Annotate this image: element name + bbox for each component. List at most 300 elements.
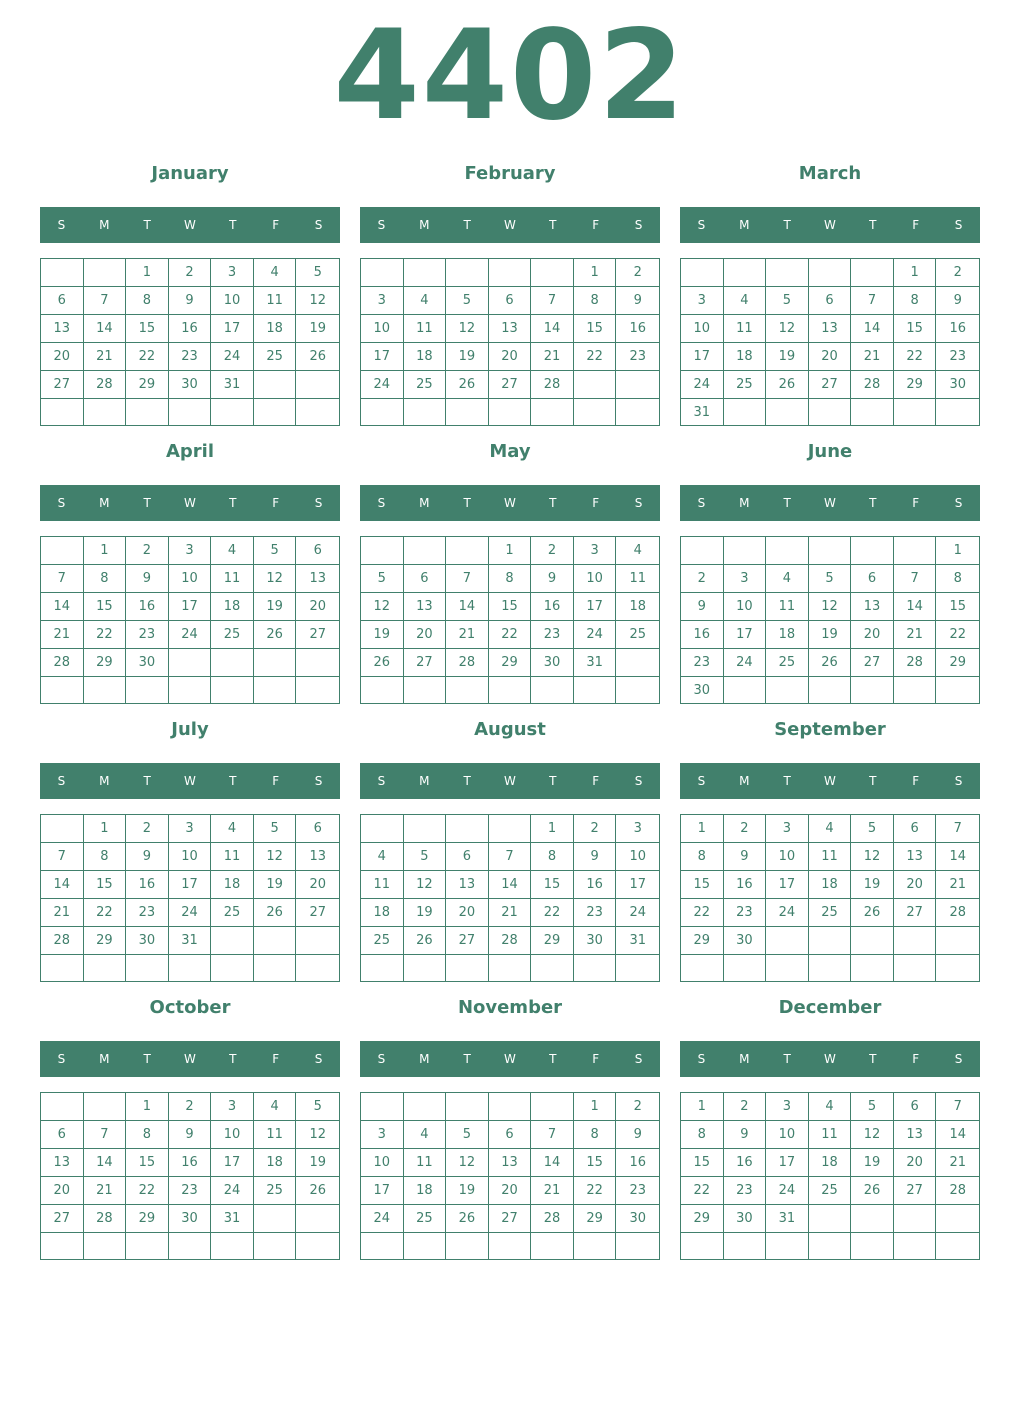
empty-cell [809, 1205, 852, 1233]
day-cell: 2 [169, 259, 212, 287]
empty-cell [531, 399, 574, 425]
day-cell: 17 [211, 1149, 254, 1177]
empty-cell [254, 1205, 297, 1233]
day-cell: 29 [936, 649, 979, 677]
weekday-label: S [954, 218, 963, 232]
empty-cell [84, 955, 127, 981]
day-cell: 1 [126, 1093, 169, 1121]
day-cell: 13 [446, 871, 489, 899]
weekday-label: W [504, 774, 516, 788]
day-cell: 23 [126, 899, 169, 927]
weekday-label: F [272, 774, 280, 788]
day-cell: 22 [681, 1177, 724, 1205]
day-cell: 5 [446, 1121, 489, 1149]
day-cell: 20 [446, 899, 489, 927]
day-cell: 19 [766, 343, 809, 371]
day-cell: 6 [489, 287, 532, 315]
day-cell: 21 [531, 1177, 574, 1205]
empty-cell [616, 371, 659, 399]
empty-cell [254, 1233, 297, 1259]
day-cell: 4 [254, 259, 297, 287]
day-cell: 18 [404, 343, 447, 371]
day-cell: 21 [489, 899, 532, 927]
weekday-header [680, 485, 980, 521]
weekday-label: S [314, 496, 323, 510]
empty-cell [169, 649, 212, 677]
weekday-label: T [229, 774, 237, 788]
weekday-label: M [99, 774, 110, 788]
day-cell: 23 [126, 621, 169, 649]
day-cell: 14 [851, 315, 894, 343]
day-cell: 27 [851, 649, 894, 677]
empty-cell [809, 259, 852, 287]
empty-cell [681, 537, 724, 565]
year-title: 4402 [333, 4, 687, 148]
day-cell: 10 [211, 287, 254, 315]
day-cell: 26 [446, 1205, 489, 1233]
empty-cell [616, 649, 659, 677]
day-cell: 15 [126, 1149, 169, 1177]
day-cell: 20 [41, 1177, 84, 1205]
day-cell: 18 [724, 343, 767, 371]
empty-cell [361, 1093, 404, 1121]
day-cell: 5 [766, 287, 809, 315]
day-cell: 30 [616, 1205, 659, 1233]
day-cell: 19 [254, 593, 297, 621]
weekday-label: T [229, 1052, 237, 1066]
weekday-label: M [99, 1052, 110, 1066]
month-name: June [807, 441, 853, 462]
empty-cell [211, 955, 254, 981]
day-cell: 9 [126, 843, 169, 871]
day-cell: 15 [681, 1149, 724, 1177]
weekday-label: F [912, 496, 920, 510]
day-cell: 21 [446, 621, 489, 649]
empty-cell [724, 537, 767, 565]
day-cell: 11 [809, 1121, 852, 1149]
empty-cell [361, 955, 404, 981]
day-cell: 29 [84, 649, 127, 677]
day-cell: 23 [169, 343, 212, 371]
day-cell: 3 [169, 537, 212, 565]
weekday-label: T [143, 774, 151, 788]
day-cell: 23 [681, 649, 724, 677]
empty-cell [681, 1233, 724, 1259]
day-cell: 31 [616, 927, 659, 955]
day-cell: 27 [296, 899, 339, 927]
day-cell: 20 [404, 621, 447, 649]
day-cell: 17 [169, 871, 212, 899]
day-cell: 24 [681, 371, 724, 399]
day-cell: 7 [936, 1093, 979, 1121]
day-cell: 16 [169, 1149, 212, 1177]
day-cell: 13 [296, 565, 339, 593]
empty-cell [296, 399, 339, 425]
empty-cell [446, 537, 489, 565]
day-cell: 19 [296, 315, 339, 343]
empty-cell [724, 677, 767, 704]
day-cell: 19 [254, 871, 297, 899]
weekday-header [40, 1041, 340, 1077]
day-cell: 3 [681, 287, 724, 315]
day-cell: 28 [41, 927, 84, 955]
weekday-label: W [504, 496, 516, 510]
weekday-label: T [143, 218, 151, 232]
weekday-label: S [377, 218, 386, 232]
empty-cell [84, 1093, 127, 1121]
empty-cell [616, 677, 659, 703]
empty-cell [766, 259, 809, 287]
day-grid [360, 1092, 660, 1260]
weekday-label: S [377, 1052, 386, 1066]
day-cell: 24 [361, 1205, 404, 1233]
day-cell: 30 [531, 649, 574, 677]
day-cell: 17 [681, 343, 724, 371]
empty-cell [809, 927, 852, 955]
empty-cell [489, 1093, 532, 1121]
day-cell: 7 [84, 1121, 127, 1149]
day-cell: 10 [766, 843, 809, 871]
empty-cell [809, 1233, 852, 1259]
day-cell: 25 [211, 899, 254, 927]
day-cell: 6 [296, 815, 339, 843]
weekday-label: S [57, 1052, 66, 1066]
empty-cell [126, 677, 169, 703]
day-cell: 7 [531, 1121, 574, 1149]
day-cell: 1 [574, 259, 617, 287]
day-cell: 30 [126, 927, 169, 955]
day-cell: 31 [211, 1205, 254, 1233]
day-cell: 29 [84, 927, 127, 955]
day-cell: 12 [851, 843, 894, 871]
empty-cell [936, 677, 979, 704]
weekday-label: W [184, 774, 196, 788]
empty-cell [361, 399, 404, 425]
day-cell: 28 [531, 1205, 574, 1233]
day-cell: 25 [404, 371, 447, 399]
weekday-label: W [184, 496, 196, 510]
day-cell: 7 [41, 843, 84, 871]
day-cell: 6 [296, 537, 339, 565]
day-cell: 25 [616, 621, 659, 649]
day-cell: 24 [211, 343, 254, 371]
day-cell: 25 [211, 621, 254, 649]
day-cell: 8 [936, 565, 979, 593]
day-cell: 1 [574, 1093, 617, 1121]
empty-cell [724, 955, 767, 981]
day-cell: 19 [851, 871, 894, 899]
weekday-label: F [912, 1052, 920, 1066]
empty-cell [724, 1233, 767, 1259]
empty-cell [361, 259, 404, 287]
empty-cell [169, 1233, 212, 1259]
weekday-header [680, 763, 980, 799]
day-cell: 16 [531, 593, 574, 621]
day-cell: 24 [766, 899, 809, 927]
day-cell: 26 [404, 927, 447, 955]
day-cell: 30 [126, 649, 169, 677]
day-cell: 15 [84, 871, 127, 899]
day-cell: 15 [681, 871, 724, 899]
month-name: February [464, 163, 556, 184]
month-name: November [457, 997, 563, 1018]
day-cell: 22 [574, 1177, 617, 1205]
day-cell: 9 [616, 1121, 659, 1149]
weekday-label: M [739, 774, 750, 788]
day-cell: 27 [404, 649, 447, 677]
empty-cell [489, 677, 532, 703]
day-grid [680, 258, 980, 426]
empty-cell [404, 815, 447, 843]
weekday-label: T [869, 218, 877, 232]
day-cell: 3 [724, 565, 767, 593]
weekday-label: M [419, 1052, 430, 1066]
day-cell: 20 [851, 621, 894, 649]
day-cell: 6 [404, 565, 447, 593]
day-cell: 27 [41, 371, 84, 399]
day-cell: 27 [296, 621, 339, 649]
day-cell: 28 [894, 649, 937, 677]
day-cell: 29 [681, 927, 724, 955]
weekday-label: T [783, 218, 791, 232]
day-cell: 22 [936, 621, 979, 649]
day-cell: 10 [681, 315, 724, 343]
empty-cell [531, 1093, 574, 1121]
empty-cell [254, 399, 297, 425]
empty-cell [296, 955, 339, 981]
day-cell: 9 [724, 843, 767, 871]
empty-cell [616, 955, 659, 981]
day-cell: 25 [809, 899, 852, 927]
day-cell: 4 [211, 537, 254, 565]
weekday-label: T [463, 218, 471, 232]
weekday-label: F [272, 218, 280, 232]
day-cell: 22 [894, 343, 937, 371]
day-cell: 3 [766, 815, 809, 843]
empty-cell [894, 955, 937, 981]
empty-cell [361, 815, 404, 843]
empty-cell [404, 259, 447, 287]
day-cell: 25 [254, 1177, 297, 1205]
day-cell: 30 [724, 927, 767, 955]
weekday-header [680, 207, 980, 243]
weekday-label: T [869, 496, 877, 510]
day-cell: 6 [446, 843, 489, 871]
weekday-label: T [783, 496, 791, 510]
day-cell: 11 [254, 287, 297, 315]
day-cell: 9 [936, 287, 979, 315]
empty-cell [809, 399, 852, 426]
empty-cell [169, 677, 212, 703]
day-cell: 5 [296, 259, 339, 287]
day-cell: 26 [766, 371, 809, 399]
day-cell: 17 [766, 1149, 809, 1177]
day-cell: 12 [254, 565, 297, 593]
weekday-label: S [697, 774, 706, 788]
day-cell: 13 [851, 593, 894, 621]
day-cell: 4 [254, 1093, 297, 1121]
day-cell: 23 [616, 1177, 659, 1205]
day-cell: 21 [84, 1177, 127, 1205]
weekday-label: W [824, 496, 836, 510]
weekday-label: S [954, 774, 963, 788]
day-cell: 23 [616, 343, 659, 371]
day-cell: 4 [809, 1093, 852, 1121]
day-cell: 19 [361, 621, 404, 649]
empty-cell [41, 259, 84, 287]
day-cell: 26 [809, 649, 852, 677]
day-cell: 31 [169, 927, 212, 955]
day-cell: 2 [616, 259, 659, 287]
day-cell: 18 [361, 899, 404, 927]
weekday-label: S [634, 774, 643, 788]
day-cell: 6 [41, 287, 84, 315]
day-cell: 25 [254, 343, 297, 371]
day-cell: 2 [169, 1093, 212, 1121]
empty-cell [211, 649, 254, 677]
month-name: March [798, 163, 862, 184]
day-cell: 16 [681, 621, 724, 649]
day-cell: 15 [894, 315, 937, 343]
weekday-label: S [314, 218, 323, 232]
day-cell: 1 [126, 259, 169, 287]
day-cell: 16 [936, 315, 979, 343]
day-cell: 2 [681, 565, 724, 593]
empty-cell [851, 259, 894, 287]
weekday-label: M [739, 218, 750, 232]
weekday-header [360, 207, 660, 243]
day-cell: 9 [169, 1121, 212, 1149]
weekday-header [360, 1041, 660, 1077]
day-cell: 1 [489, 537, 532, 565]
day-cell: 22 [531, 899, 574, 927]
day-cell: 1 [84, 815, 127, 843]
weekday-label: T [549, 1052, 557, 1066]
empty-cell [851, 1233, 894, 1259]
day-cell: 11 [404, 1149, 447, 1177]
day-cell: 20 [296, 871, 339, 899]
day-cell: 20 [489, 343, 532, 371]
empty-cell [254, 927, 297, 955]
empty-cell [894, 677, 937, 704]
day-cell: 4 [211, 815, 254, 843]
day-cell: 24 [724, 649, 767, 677]
day-cell: 1 [84, 537, 127, 565]
weekday-label: F [272, 496, 280, 510]
day-cell: 3 [361, 287, 404, 315]
day-cell: 18 [404, 1177, 447, 1205]
weekday-header [360, 485, 660, 521]
empty-cell [936, 1205, 979, 1233]
day-cell: 21 [531, 343, 574, 371]
day-cell: 23 [936, 343, 979, 371]
month-name: August [474, 719, 546, 740]
day-grid [360, 536, 660, 704]
empty-cell [41, 815, 84, 843]
day-cell: 30 [169, 371, 212, 399]
day-grid [40, 1092, 340, 1260]
day-cell: 9 [169, 287, 212, 315]
day-cell: 9 [681, 593, 724, 621]
day-cell: 1 [936, 537, 979, 565]
day-cell: 6 [809, 287, 852, 315]
empty-cell [574, 677, 617, 703]
day-cell: 13 [489, 1149, 532, 1177]
empty-cell [766, 1233, 809, 1259]
weekday-label: T [549, 218, 557, 232]
day-cell: 2 [724, 815, 767, 843]
empty-cell [126, 399, 169, 425]
day-cell: 28 [936, 899, 979, 927]
day-cell: 8 [681, 843, 724, 871]
day-cell: 28 [936, 1177, 979, 1205]
weekday-label: W [184, 1052, 196, 1066]
day-cell: 7 [446, 565, 489, 593]
day-cell: 28 [84, 1205, 127, 1233]
day-cell: 4 [404, 1121, 447, 1149]
day-cell: 7 [84, 287, 127, 315]
day-grid [40, 536, 340, 704]
day-cell: 23 [531, 621, 574, 649]
day-cell: 29 [574, 1205, 617, 1233]
day-cell: 9 [616, 287, 659, 315]
day-cell: 6 [894, 1093, 937, 1121]
weekday-label: S [697, 1052, 706, 1066]
empty-cell [169, 399, 212, 425]
day-cell: 10 [169, 565, 212, 593]
day-cell: 10 [766, 1121, 809, 1149]
day-cell: 1 [681, 815, 724, 843]
day-cell: 28 [851, 371, 894, 399]
empty-cell [531, 677, 574, 703]
day-cell: 10 [169, 843, 212, 871]
day-cell: 11 [211, 843, 254, 871]
day-grid [360, 258, 660, 426]
day-cell: 25 [766, 649, 809, 677]
day-cell: 27 [894, 899, 937, 927]
day-cell: 14 [41, 593, 84, 621]
empty-cell [41, 537, 84, 565]
empty-cell [851, 1205, 894, 1233]
empty-cell [296, 371, 339, 399]
weekday-label: M [419, 218, 430, 232]
day-cell: 26 [851, 1177, 894, 1205]
day-cell: 12 [766, 315, 809, 343]
empty-cell [851, 537, 894, 565]
day-cell: 10 [574, 565, 617, 593]
empty-cell [361, 537, 404, 565]
weekday-label: S [634, 496, 643, 510]
day-cell: 18 [616, 593, 659, 621]
day-cell: 10 [361, 315, 404, 343]
day-cell: 15 [574, 315, 617, 343]
day-cell: 22 [574, 343, 617, 371]
day-cell: 12 [296, 287, 339, 315]
weekday-label: F [592, 1052, 600, 1066]
day-cell: 19 [809, 621, 852, 649]
day-cell: 27 [489, 371, 532, 399]
month-name: December [778, 997, 882, 1018]
day-cell: 16 [724, 871, 767, 899]
day-cell: 18 [766, 621, 809, 649]
day-cell: 26 [254, 899, 297, 927]
day-cell: 14 [531, 1149, 574, 1177]
weekday-label: T [463, 496, 471, 510]
day-cell: 19 [446, 1177, 489, 1205]
day-cell: 7 [41, 565, 84, 593]
day-cell: 19 [296, 1149, 339, 1177]
empty-cell [489, 815, 532, 843]
